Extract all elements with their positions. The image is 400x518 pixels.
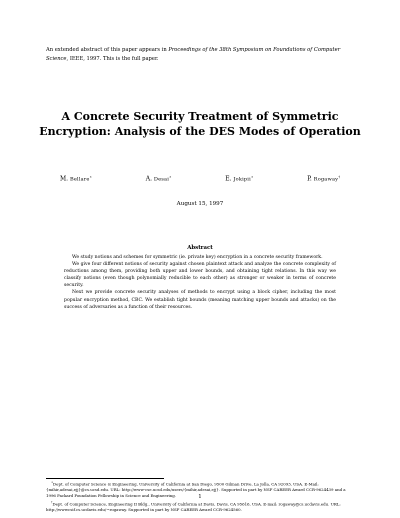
footnote-text: Dept. of Computer Science & Engineering, University of California at San Diego, 9500 Gilman Drive, La Jolla, CA 92093, USA. E-Mail: {mihir,adesai,ejj}@cs.ucsd.edu. URL: http://www-cse.ucsd.edu/users/{mihir,adesai,ejj}. Supported in part by NSF CAREER Award CCR-9624439 and a 1996 Packard Foundation Fellowship in Science and Engineering. (46, 481, 346, 499)
abstract-paragraph: We study notions and schemes for symmetric (ie. private key) encryption in a concrete security framework. (72, 255, 323, 260)
author-list (60, 175, 340, 183)
publication-note (46, 46, 356, 64)
author (146, 175, 172, 183)
abstract-paragraph: Next we provide concrete security analyses of methods to encrypt using a block cipher, including the most popular encryption method, CBC. We establish tight bounds (meaning matching upper bounds and attacks) on the success of adversaries as a function of their resources. (64, 290, 336, 310)
paper-title (20, 110, 380, 139)
abstract-body (64, 254, 336, 311)
author-mark: † (338, 175, 340, 179)
note-suffix: , IEEE, 1997. This is the full paper. (66, 56, 159, 62)
paper-date: August 15, 1997 (176, 201, 224, 207)
abstract-paragraph: We give four different notions of security against chosen plaintext attack and analyze the concrete complexity of reductions among them, providing both upper and lower bounds, and obtaining tight relations. In this way we classify notions (even though polynomially reducible to each other) as stronger or weaker in terms of concrete security. (64, 262, 336, 289)
author-surname: Desai (153, 176, 170, 183)
abstract-heading: Abstract (187, 245, 213, 251)
author-initial: P. (307, 175, 312, 183)
footnote-mark: ∗ (51, 480, 54, 484)
footnote (46, 500, 356, 513)
author-surname: Bellare (69, 176, 90, 183)
author-mark: ∗ (89, 175, 92, 179)
note-venue: Proceedings of the 38th Symposium on Foundations of Computer Science (46, 47, 341, 62)
author (307, 175, 340, 183)
author (225, 175, 253, 183)
author (60, 175, 92, 183)
footnote-text: Dept. of Computer Science, Engineering II Bldg., University of California at Davis, Davis, CA 95616, USA. E-mail: rogaway@cs.ucdavis.edu. URL: http://wwwcsif.cs.ucdavis.edu/~rogaway. Supported in part by NSF CAREER Award CCR-9624560. (46, 500, 341, 512)
author-initial: E. (225, 175, 232, 183)
author-mark: ∗ (169, 175, 172, 179)
footnote-rule (46, 478, 164, 479)
author-initial: A. (145, 175, 152, 183)
author-surname: Rogaway (313, 176, 339, 183)
author-mark: ∗ (250, 175, 254, 179)
page-number: 1 (198, 494, 202, 500)
footnote-mark: † (51, 499, 53, 504)
author-initial: M. (60, 175, 69, 183)
note-prefix: An extended abstract of this paper appears in (46, 47, 167, 53)
author-surname: Jokipii (233, 176, 251, 183)
title-line-1: A Concrete Security Treatment of Symmetric (61, 110, 339, 123)
title-line-2: Encryption: Analysis of the DES Modes of Operation (39, 124, 361, 138)
